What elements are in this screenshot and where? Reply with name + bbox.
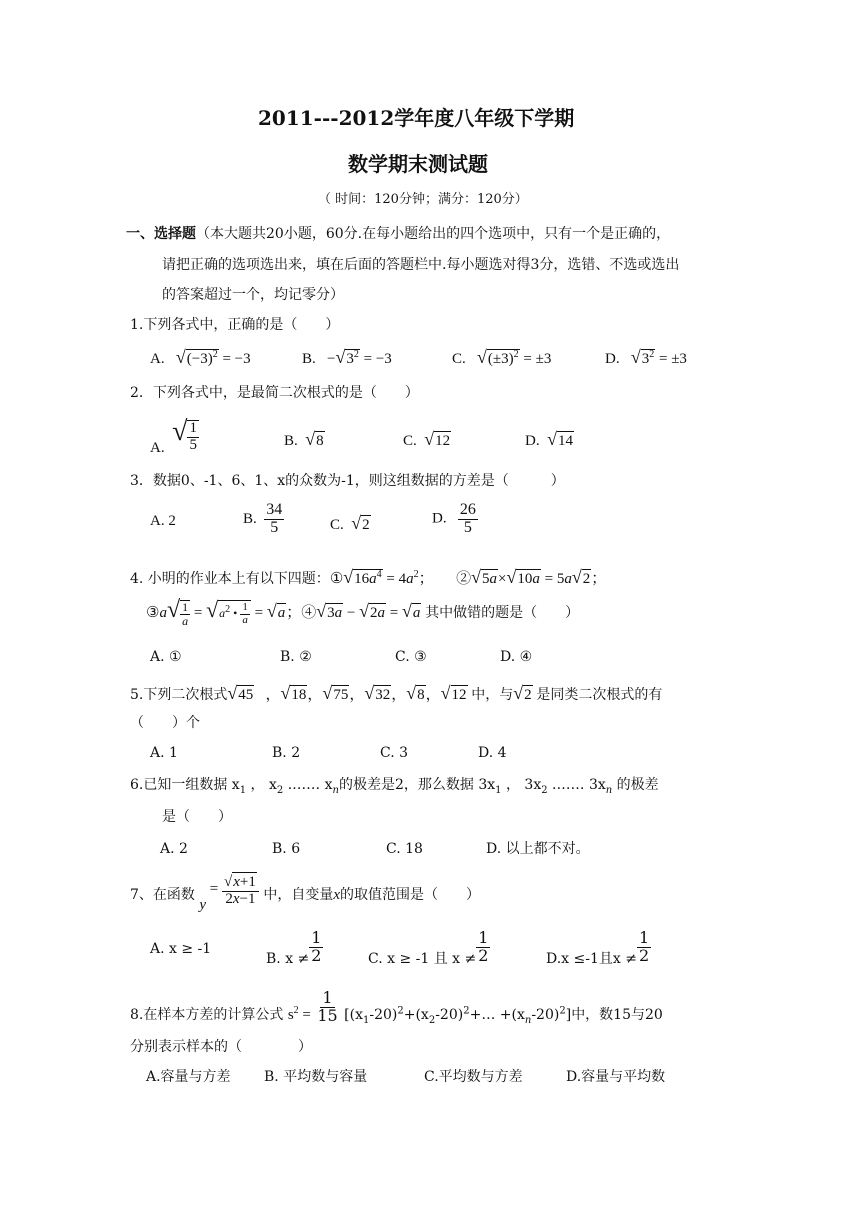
q7-option-d: D.x ≤-1且x ≠ $\frac{1}{2}$ [546,928,650,968]
section-heading [126,227,670,241]
section-instructions-2: 请把正确的选项选出来，填在后面的答题栏中.每小题选对得3分，选错、不选或选出 [162,257,680,273]
q6-stem-line2: 是（ ） [162,809,232,825]
q4-option-b: B. ② [280,649,312,665]
q6-option-b: B. 6 [272,841,301,857]
q1-stem: 1.下列各式中，正确的是（ ） [130,317,340,333]
q2-option-d: D. √14 [525,429,573,449]
q5-stem-line2: （ ）个 [130,715,200,731]
q8-option-b: B. 平均数与容量 [264,1069,368,1085]
q5-option-c: C. 3 [380,745,409,761]
q2-option-b: B. √8 [284,429,324,449]
q5-option-a: A. 1 [150,745,178,761]
q1-option-c: C. $√(\pm 3)^2 = \pm 3$ [452,347,552,367]
q5-option-d: D. 4 [478,745,507,761]
q5-option-b: B. 2 [272,745,301,761]
q6-stem: 6.已知一组数据 $x_1$ ， $x_2$ .…… $x_n$的极差是2，那么数据 $3x_1$ ， $3x_2$ .…… $3x_n$ 的极差 [130,777,659,796]
q6-option-c: C. 18 [386,841,423,857]
q5-stem: 5.下列二次根式√45 ，√18，√75，√32，√8，√12 中，与√2 是同类二次根式的有 [130,683,663,703]
q8-option-d: D.容量与平均数 [566,1069,666,1085]
q4-option-a: A. ① [150,649,182,665]
q3-option-d: D. $\frac{26}{5}$ [432,501,476,536]
q1-option-d: D. $√3^2 = \pm 3$ [605,347,687,367]
q7-stem: 7、在函数 y = $\frac{√x+1}{2x-1}$ 中，自变量x的取值范围是（ ） [130,874,481,914]
exam-subtitle: （ 时间：120分钟；满分：120分） [318,192,528,207]
q8-option-c: C.平均数与方差 [424,1069,523,1085]
q7-option-c: C. x ≥ -1 且 x ≠ $\frac{1}{2}$ [368,928,489,968]
q4-option-d: D. ④ [500,649,533,665]
q4-stem-line2: ③a√ $\frac{1}{a}$ = $√a^2$ • $\frac{1}{a}$ = √a；④√3a − √2a = √a 其中做错的题是（ ） [146,597,580,628]
title-line-2: 数学期末测试题 [348,152,488,176]
q2-stem: 2．下列各式中，是最简二次根式的是（ ） [130,385,419,401]
q7-option-b: B. x ≠ $\frac{1}{2}$ [266,928,322,968]
section-instructions-3: 的答案超过一个，均记零分） [162,287,344,303]
q2-option-c: C. √12 [403,429,451,449]
q7-option-a: A. x ≥ -1 [150,941,212,957]
q8-stem: 8.在样本方差的计算公式 $s^2$ = $\frac{1}{15}$ $[(x_1-20)^2+(x_2-20)^2+\dots +(x_n-20)^2]$中，数15与20 [130,988,663,1027]
q4-option-c: C. ③ [395,649,427,665]
section-instructions-1: （本大题共20小题，60分.在每小题给出的四个选项中，只有一个是正确的， [196,226,671,242]
q8-option-a: A.容量与方差 [146,1069,231,1085]
q3-stem: 3．数据0、-1、6、1、x的众数为-1，则这组数据的方差是（ ） [130,473,565,489]
q2-option-a: A. √ $\frac{1}{5}$ [150,416,197,456]
title-line-1: 2011---2012学年度八年级下学期 [258,106,575,130]
q3-option-a: A. 2 [150,513,176,529]
q3-option-c: C. √2 [330,513,370,533]
q8-stem-line2: 分别表示样本的（ ） [130,1039,312,1055]
q1-option-b: B. $-√3^2 = -3$ [302,347,392,367]
section-title: 一、选择题 [126,226,196,242]
q6-option-a: A. 2 [160,841,188,857]
q3-option-b: B. $\frac{34}{5}$ [243,501,283,536]
q4-stem: 4. 小明的作业本上有以下四题：$①√16a^4 = 4a^2$； ②√5a×√10a = 5a√2； [130,567,607,587]
q6-option-d: D. 以上都不对。 [486,841,590,857]
q1-option-a: A. $√(-3)^2 = -3$ [150,347,251,367]
